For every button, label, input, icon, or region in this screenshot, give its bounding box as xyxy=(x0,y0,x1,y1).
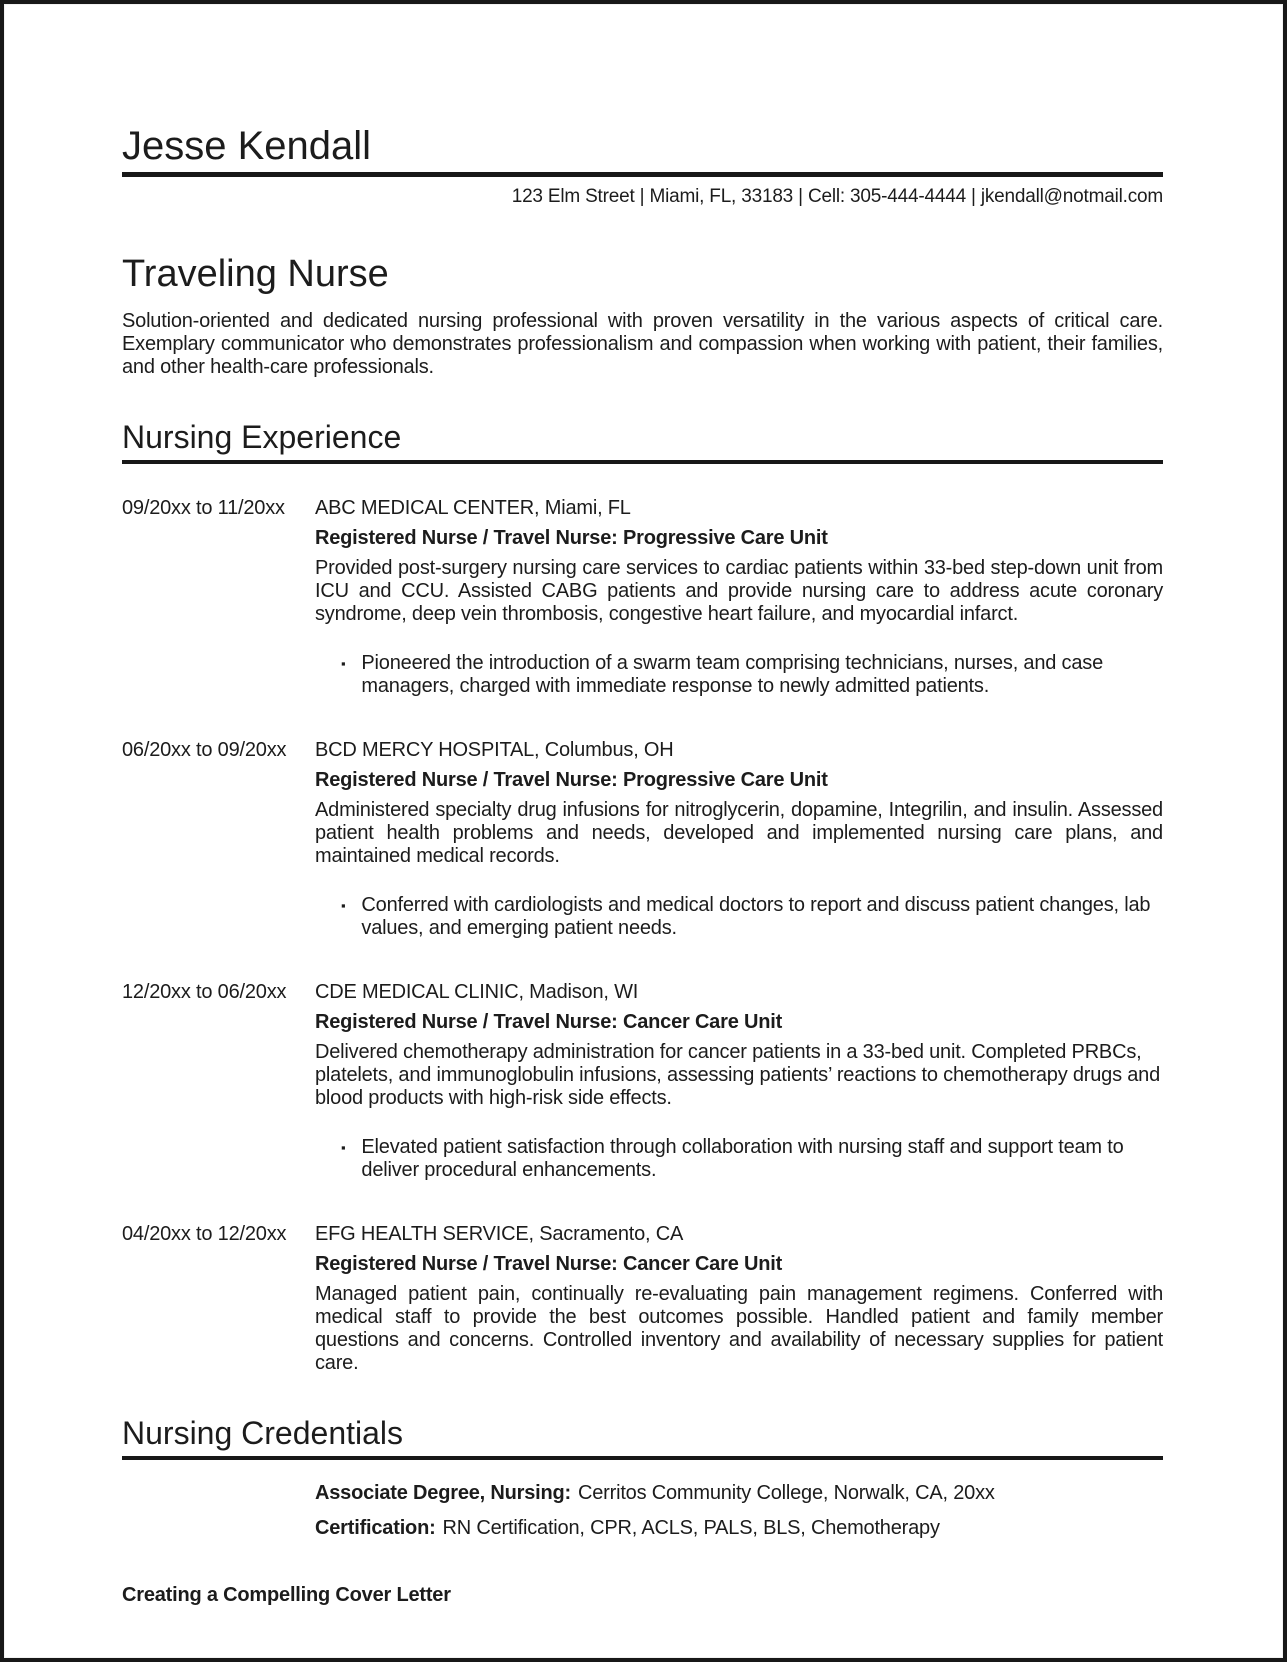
job-entry-bcd-mercy-hospital xyxy=(122,739,1163,940)
experience-section xyxy=(122,419,1163,1375)
job-employer: EFG HEALTH SERVICE, Sacramento, CA xyxy=(315,1223,684,1246)
job-bullet-item xyxy=(315,652,1163,698)
bullet-text: Conferred with cardiologists and medical doctors to report and discuss patient changes, lab values, and emerging patient needs. xyxy=(361,894,1151,940)
job-entry-efg-health-service xyxy=(122,1223,1163,1375)
job-employer: CDE MEDICAL CLINIC, Madison, WI xyxy=(315,981,639,1004)
job-body xyxy=(315,497,1163,698)
job-role: Registered Nurse / Travel Nurse: Progressive Care Unit xyxy=(315,769,828,792)
page-footer xyxy=(122,1584,1163,1607)
job-list xyxy=(122,497,1163,1375)
credential-value: Cerritos Community College, Norwalk, CA, 20xx xyxy=(578,1481,995,1504)
job-role: Registered Nurse / Travel Nurse: Progressive Care Unit xyxy=(315,527,828,550)
job-employer: ABC MEDICAL CENTER, Miami, FL xyxy=(315,497,631,520)
job-description: Administered specialty drug infusions for nitroglycerin, dopamine, Integrilin, and insulin. Assessed patient health problems and needs, developed and implemented nursing care plans, and maintained medical records. xyxy=(315,799,1163,868)
job-dates: 09/20xx to 11/20xx xyxy=(122,497,285,520)
job-role: Registered Nurse / Travel Nurse: Cancer Care Unit xyxy=(315,1011,783,1034)
footer-note: Creating a Compelling Cover Letter xyxy=(122,1583,451,1606)
section-heading-experience: Nursing Experience xyxy=(122,419,402,456)
job-description: Managed patient pain, continually re-evaluating pain management regimens. Conferred with medical staff to provide the best outcomes possible. Handled patient and family member questions and concerns. Controlled inventory and availability of necessary supplies for patient care. xyxy=(315,1283,1163,1375)
job-bullet-list xyxy=(315,1136,1163,1182)
intro-section xyxy=(122,253,1163,380)
job-entry-cde-medical-clinic xyxy=(122,981,1163,1182)
resume-header xyxy=(122,124,1163,208)
job-employer: BCD MERCY HOSPITAL, Columbus, OH xyxy=(315,739,674,762)
credential-degree xyxy=(315,1482,1163,1505)
bullet-text: Pioneered the introduction of a swarm team comprising technicians, nurses, and case managers, charged with immediate response to newly admitted patients. xyxy=(361,652,1103,698)
job-dates: 04/20xx to 12/20xx xyxy=(122,1223,287,1246)
contact-line: 123 Elm Street | Miami, FL, 33183 | Cell: 305-444-4444 | jkendall@notmail.com xyxy=(511,185,1163,207)
bullet-square-icon: ▪ xyxy=(341,1140,346,1156)
resume-title: Traveling Nurse xyxy=(122,252,389,295)
job-dates: 12/20xx to 06/20xx xyxy=(122,981,287,1004)
credential-label: Certification: xyxy=(315,1516,436,1539)
summary-paragraph: Solution-oriented and dedicated nursing professional with proven versatility in the various aspects of critical care. Exemplary communicator who demonstrates professionalism and compassion when working with patient, their families, and other health-care professionals. xyxy=(122,310,1163,379)
job-bullet-item xyxy=(315,894,1163,940)
bullet-square-icon: ▪ xyxy=(341,656,346,672)
job-dates: 06/20xx to 09/20xx xyxy=(122,739,287,762)
job-body xyxy=(315,981,1163,1182)
person-name: Jesse Kendall xyxy=(122,124,372,168)
job-description: Delivered chemotherapy administration for cancer patients in a 33-bed unit. Completed PRBCs, platelets, and immunoglobulin infusions, assessing patients’ reactions to chemotherapy drugs and blood products with high-risk side effects. xyxy=(315,1041,1161,1110)
job-entry-abc-medical-center xyxy=(122,497,1163,698)
credentials-section xyxy=(122,1415,1163,1540)
job-role: Registered Nurse / Travel Nurse: Cancer Care Unit xyxy=(315,1253,783,1276)
bullet-square-icon: ▪ xyxy=(341,898,346,914)
credential-value: RN Certification, CPR, ACLS, PALS, BLS, Chemotherapy xyxy=(442,1516,940,1539)
page-content xyxy=(4,4,1283,1607)
credentials-divider-rule xyxy=(122,1456,1163,1460)
job-description: Provided post-surgery nursing care services to cardiac patients within 33-bed step-down unit from ICU and CCU. Assisted CABG patients and provide nursing care to address acute coronary syndrome, deep vein thrombosis, congestive heart failure, and myocardial infarct. xyxy=(315,557,1163,626)
credential-label: Associate Degree, Nursing: xyxy=(315,1481,571,1504)
job-body xyxy=(315,1223,1163,1375)
job-bullet-item xyxy=(315,1136,1163,1182)
experience-divider-rule xyxy=(122,460,1163,464)
job-body xyxy=(315,739,1163,940)
bullet-text: Elevated patient satisfaction through collaboration with nursing staff and support team to deliver procedural enhancements. xyxy=(361,1136,1124,1182)
job-bullet-list xyxy=(315,894,1163,940)
header-divider-rule xyxy=(122,172,1163,177)
section-heading-credentials: Nursing Credentials xyxy=(122,1415,404,1452)
job-bullet-list xyxy=(315,652,1163,698)
credential-certification xyxy=(315,1517,1163,1540)
